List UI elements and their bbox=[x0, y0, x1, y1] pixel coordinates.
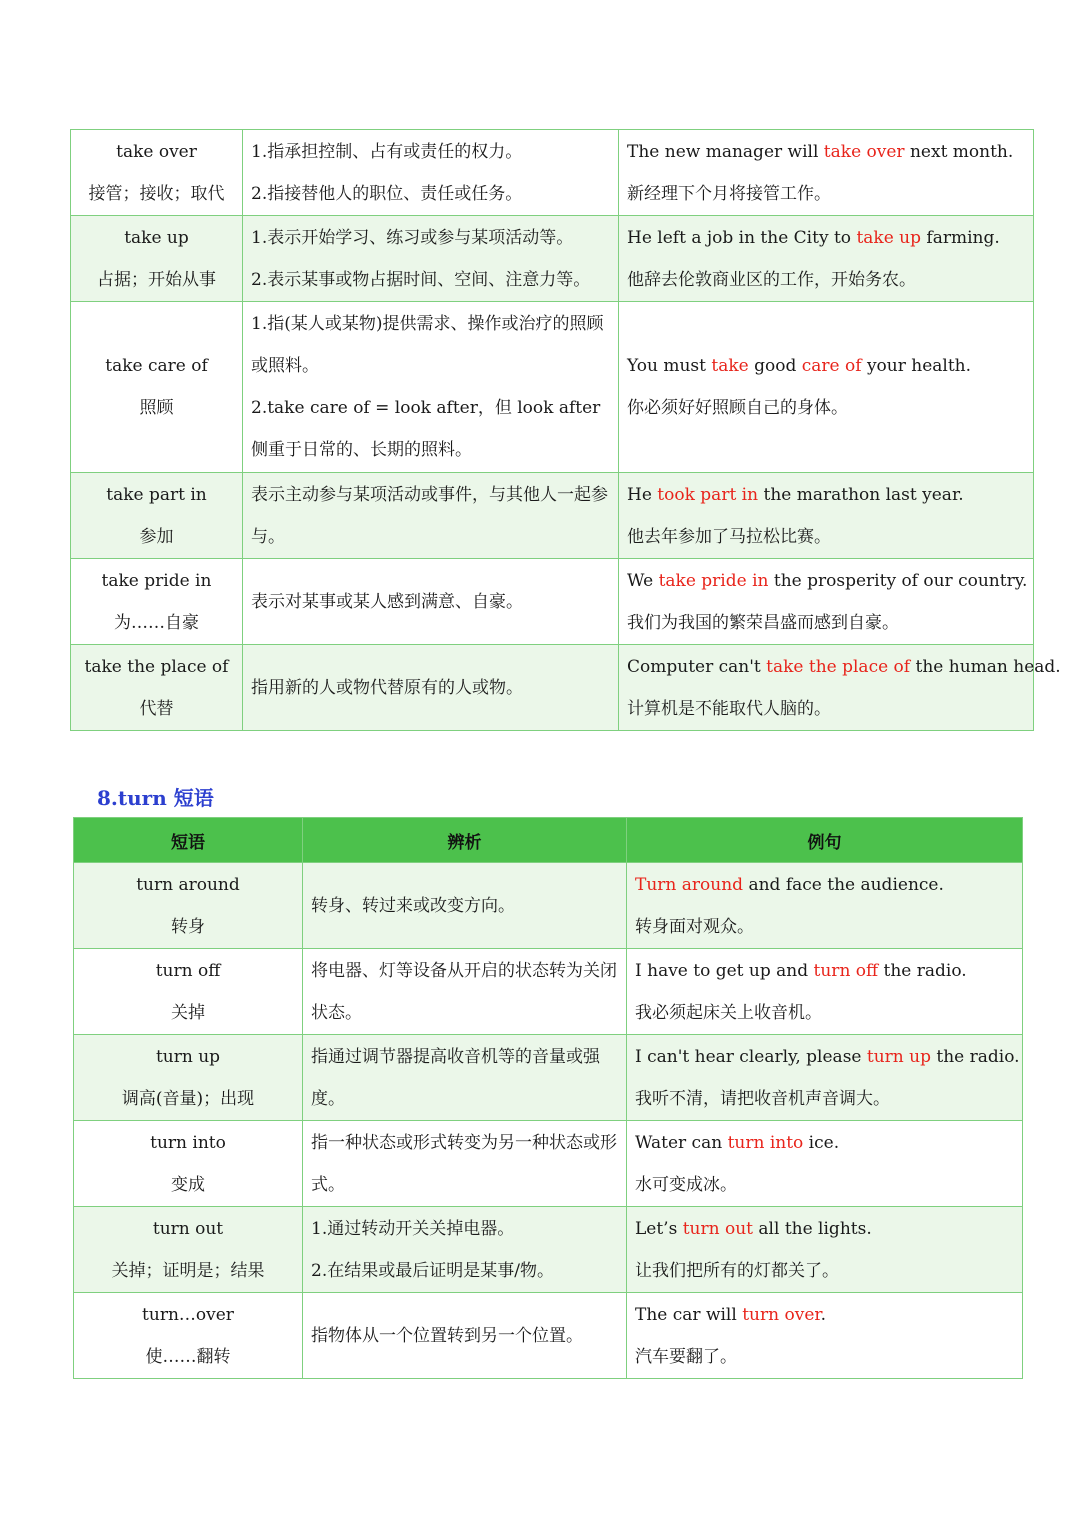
table-row bbox=[71, 473, 1034, 559]
highlighted-phrase: take up bbox=[856, 227, 922, 248]
example-cell bbox=[619, 302, 1034, 473]
example-cell bbox=[627, 1035, 1023, 1121]
table-row bbox=[71, 130, 1034, 216]
example-text: the radio. bbox=[930, 1046, 1020, 1067]
meaning-line: 2.指接替他人的职位、责任或任务。 bbox=[251, 183, 523, 204]
meaning-line: 2.在结果或最后证明是某事/物。 bbox=[311, 1260, 554, 1281]
meaning-cell bbox=[303, 863, 627, 949]
highlighted-phrase: take the place of bbox=[766, 656, 911, 677]
section-title: 8.turn 短语 bbox=[97, 786, 214, 810]
example-cn: 你必须好好照顾自己的身体。 bbox=[627, 398, 848, 418]
highlighted-phrase: turn off bbox=[813, 960, 879, 981]
meaning-line: 指通过调节器提高收音机等的音量或强度。 bbox=[311, 1046, 600, 1109]
example-text: Computer can't bbox=[627, 656, 767, 677]
example-en bbox=[635, 864, 1014, 906]
example-cell bbox=[619, 216, 1034, 302]
meaning-cell bbox=[243, 130, 619, 216]
highlighted-phrase: Turn around bbox=[635, 874, 744, 895]
meaning-line: 将电器、灯等设备从开启的状态转为关闭状态。 bbox=[311, 960, 617, 1023]
highlighted-phrase: turn out bbox=[682, 1218, 753, 1239]
phrase-cn: 变成 bbox=[171, 1174, 205, 1195]
meaning-cell bbox=[243, 216, 619, 302]
phrase-cn: 关掉 bbox=[171, 1002, 205, 1023]
table-row bbox=[74, 1035, 1023, 1121]
example-cell bbox=[627, 1293, 1023, 1379]
example-text: We bbox=[627, 570, 659, 591]
header-example: 例句 bbox=[627, 818, 1023, 863]
header-phrase: 短语 bbox=[74, 818, 303, 863]
highlighted-phrase: take over bbox=[823, 141, 905, 162]
example-cn: 计算机是不能取代人脑的。 bbox=[627, 698, 831, 719]
meaning-cell bbox=[243, 645, 619, 731]
table-row bbox=[74, 1293, 1023, 1379]
phrase-cell bbox=[71, 559, 243, 645]
meaning-cell bbox=[243, 302, 619, 473]
example-text: The car will bbox=[635, 1304, 743, 1325]
highlighted-phrase: care of bbox=[801, 356, 862, 376]
meaning-line: 指一种状态或形式转变为另一种状态或形式。 bbox=[311, 1132, 617, 1195]
example-cn: 他辞去伦敦商业区的工作，开始务农。 bbox=[627, 269, 916, 290]
example-cn: 他去年参加了马拉松比赛。 bbox=[627, 526, 831, 547]
phrase-cell bbox=[71, 645, 243, 731]
phrase-cell bbox=[71, 473, 243, 559]
example-en bbox=[627, 131, 1025, 173]
example-en bbox=[635, 1122, 1014, 1164]
phrase-en: turn…over bbox=[142, 1304, 234, 1325]
phrase-cell bbox=[74, 1293, 303, 1379]
example-en bbox=[635, 1036, 1020, 1078]
phrase-cell bbox=[74, 949, 303, 1035]
table-row bbox=[71, 559, 1034, 645]
example-text: the human head. bbox=[910, 656, 1061, 677]
meaning-line: 表示对某事或某人感到满意、自豪。 bbox=[251, 591, 523, 612]
phrase-cell bbox=[71, 302, 243, 473]
example-text: Water can bbox=[635, 1132, 728, 1153]
example-cell bbox=[627, 1207, 1023, 1293]
example-text: Let’s bbox=[635, 1218, 683, 1239]
table-row bbox=[74, 863, 1023, 949]
example-en bbox=[627, 217, 1025, 259]
example-en bbox=[627, 560, 1028, 602]
meaning-line: 1.指(某人或某物)提供需求、操作或治疗的照顾或照料。 bbox=[251, 314, 604, 376]
phrase-en: turn into bbox=[150, 1132, 226, 1153]
phrase-en: turn off bbox=[155, 960, 221, 981]
phrase-cn: 调高(音量)；出现 bbox=[121, 1088, 255, 1109]
table-row bbox=[71, 645, 1034, 731]
example-text: all the lights. bbox=[753, 1218, 872, 1239]
phrase-cell bbox=[74, 1121, 303, 1207]
meaning-line: 1.指承担控制、占有或责任的权力。 bbox=[251, 141, 523, 162]
example-cn: 水可变成冰。 bbox=[635, 1174, 737, 1195]
example-cell bbox=[619, 130, 1034, 216]
phrase-en: turn around bbox=[136, 874, 240, 895]
example-en bbox=[627, 646, 1061, 688]
phrase-en: take pride in bbox=[101, 570, 212, 591]
example-text: the radio. bbox=[878, 960, 967, 981]
phrase-cn: 照顾 bbox=[139, 398, 174, 418]
phrase-cell bbox=[71, 130, 243, 216]
example-text: I have to get up and bbox=[635, 960, 814, 981]
meaning-cell bbox=[303, 1121, 627, 1207]
turn-phrases-table bbox=[73, 817, 1023, 1379]
phrase-cell bbox=[74, 1035, 303, 1121]
highlighted-phrase: take bbox=[711, 356, 749, 376]
meaning-line: 2.表示某事或物占据时间、空间、注意力等。 bbox=[251, 269, 591, 290]
meaning-cell bbox=[243, 473, 619, 559]
example-cn: 我们为我国的繁荣昌盛而感到自豪。 bbox=[627, 612, 899, 633]
header-analysis: 辨析 bbox=[303, 818, 627, 863]
example-cell bbox=[619, 559, 1034, 645]
phrase-cn: 使……翻转 bbox=[145, 1346, 231, 1367]
highlighted-phrase: take pride in bbox=[658, 570, 769, 591]
example-text: and face the audience. bbox=[743, 874, 944, 895]
example-text: next month. bbox=[904, 141, 1014, 162]
meaning-line: 1.通过转动开关关掉电器。 bbox=[311, 1218, 515, 1239]
example-text: He bbox=[627, 484, 658, 505]
example-text: good bbox=[748, 356, 802, 376]
example-cell bbox=[627, 1121, 1023, 1207]
example-text: . bbox=[820, 1304, 827, 1325]
highlighted-phrase: took part in bbox=[657, 484, 759, 505]
example-text: ice. bbox=[803, 1132, 840, 1153]
example-en bbox=[635, 1208, 1014, 1250]
meaning-line: 指物体从一个位置转到另一个位置。 bbox=[311, 1325, 583, 1346]
example-en bbox=[635, 1294, 1014, 1336]
phrase-cn: 接管；接收；取代 bbox=[88, 183, 225, 204]
meaning-cell bbox=[303, 1035, 627, 1121]
phrase-en: turn up bbox=[155, 1046, 221, 1067]
example-cell bbox=[627, 863, 1023, 949]
phrase-cn: 转身 bbox=[171, 916, 205, 937]
meaning-line: 指用新的人或物代替原有的人或物。 bbox=[251, 677, 523, 698]
meaning-cell bbox=[303, 1207, 627, 1293]
meaning-cell bbox=[243, 559, 619, 645]
table-row bbox=[71, 302, 1034, 473]
example-cn: 汽车要翻了。 bbox=[635, 1346, 737, 1367]
phrase-en: turn out bbox=[152, 1218, 224, 1239]
example-text: You must bbox=[627, 356, 712, 376]
example-cn: 我必须起床关上收音机。 bbox=[635, 1002, 822, 1023]
example-cn: 转身面对观众。 bbox=[635, 916, 754, 937]
example-text: the prosperity of our country. bbox=[768, 570, 1028, 591]
meaning-line: 转身、转过来或改变方向。 bbox=[311, 895, 515, 916]
phrase-en: take up bbox=[124, 227, 189, 248]
example-text: He left a job in the City to bbox=[627, 227, 857, 248]
example-cn: 新经理下个月将接管工作。 bbox=[627, 183, 831, 204]
phrase-cn: 为……自豪 bbox=[114, 612, 199, 633]
meaning-line: 表示主动参与某项活动或事件，与其他人一起参与。 bbox=[251, 484, 608, 547]
meaning-line: 1.表示开始学习、练习或参与某项活动等。 bbox=[251, 227, 574, 248]
example-en bbox=[627, 474, 1025, 516]
highlighted-phrase: turn over bbox=[742, 1304, 821, 1325]
table-row bbox=[71, 216, 1034, 302]
meaning-cell bbox=[303, 949, 627, 1035]
phrase-en: take over bbox=[116, 141, 197, 162]
meaning-cell bbox=[303, 1293, 627, 1379]
example-cell bbox=[619, 473, 1034, 559]
phrase-cell bbox=[74, 863, 303, 949]
take-phrases-table bbox=[70, 129, 1061, 731]
example-text: the marathon last year. bbox=[758, 484, 964, 505]
example-text: I can't hear clearly, please bbox=[635, 1046, 867, 1067]
table-row bbox=[74, 949, 1023, 1035]
phrase-cn: 参加 bbox=[139, 526, 174, 547]
example-cn: 我听不清，请把收音机声音调大。 bbox=[635, 1088, 890, 1109]
phrase-cell bbox=[74, 1207, 303, 1293]
phrase-en: take the place of bbox=[84, 656, 229, 677]
phrase-cn: 关掉；证明是；结果 bbox=[111, 1260, 265, 1281]
phrase-en: take part in bbox=[106, 484, 207, 505]
phrase-cell bbox=[71, 216, 243, 302]
example-en bbox=[635, 950, 1014, 992]
example-en bbox=[627, 345, 1025, 387]
example-text: The new manager will bbox=[627, 141, 824, 162]
table-header-row bbox=[74, 818, 1023, 863]
phrase-cn: 占据；开始从事 bbox=[97, 269, 216, 290]
table-row bbox=[74, 1121, 1023, 1207]
highlighted-phrase: turn up bbox=[866, 1046, 931, 1067]
example-text: farming. bbox=[921, 227, 1000, 248]
table-row bbox=[74, 1207, 1023, 1293]
example-text: your health. bbox=[861, 356, 972, 376]
example-cell bbox=[627, 949, 1023, 1035]
example-cell bbox=[619, 645, 1061, 731]
meaning-line: 2.take care of = look after，但 look after 侧重于日常的、长期的照料。 bbox=[251, 398, 601, 460]
highlighted-phrase: turn into bbox=[727, 1132, 804, 1153]
phrase-cn: 代替 bbox=[139, 698, 174, 719]
phrase-en: take care of bbox=[105, 356, 208, 376]
example-cn: 让我们把所有的灯都关了。 bbox=[635, 1260, 839, 1281]
